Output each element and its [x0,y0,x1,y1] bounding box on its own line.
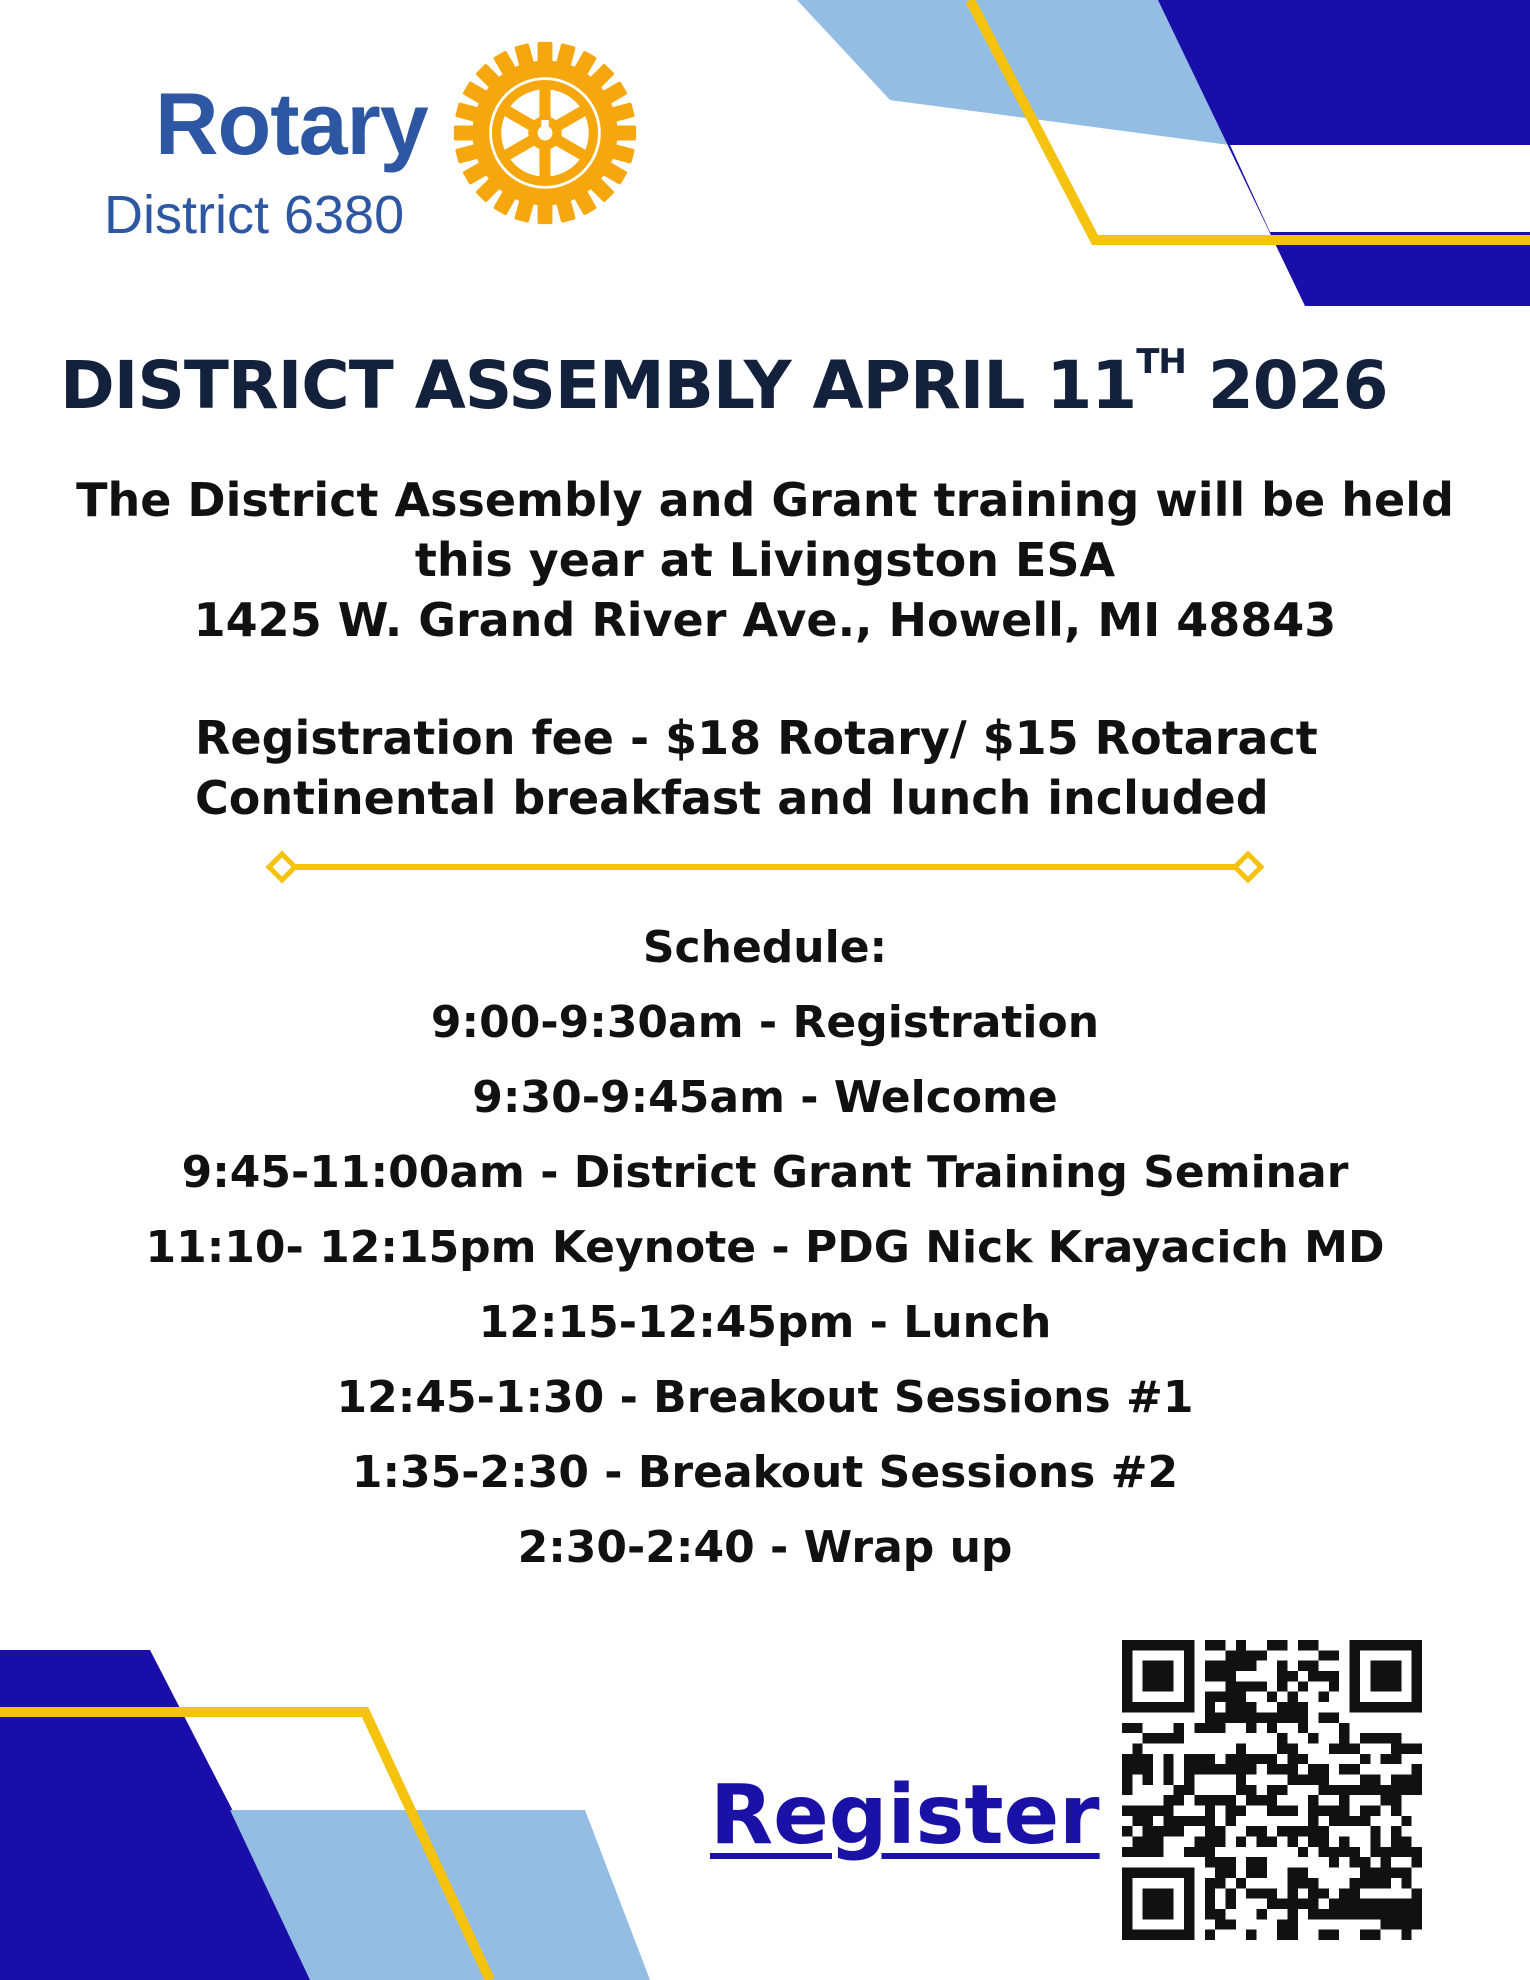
logo-district: District 6380 [104,185,405,245]
fee-line: Registration fee - $18 Rotary/ $15 Rotaract [195,711,1318,765]
schedule-item: 12:45-1:30 - Breakout Sessions #1 [336,1372,1194,1423]
intro-line: this year at Livingston ESA [414,533,1116,587]
headline-text: DISTRICT ASSEMBLY APRIL 11 [60,347,1137,424]
page-title [60,342,1460,424]
schedule-item: 9:45-11:00am - District Grant Training Seminar [181,1147,1349,1198]
schedule-heading: Schedule: [642,922,888,973]
gold-divider [265,850,1265,884]
intro-line: The District Assembly and Grant training will be held [76,473,1454,527]
schedule-item: 2:30-2:40 - Wrap up [517,1522,1013,1573]
intro-text [30,470,1500,650]
fee-line: Continental breakfast and lunch included [195,771,1269,825]
register-link[interactable]: Register [710,1768,1100,1863]
headline-superscript: TH [1136,342,1186,382]
schedule-item: 12:15-12:45pm - Lunch [478,1297,1052,1348]
qr-code-icon[interactable] [1122,1640,1422,1940]
schedule-item: 9:00-9:30am - Registration [430,997,1100,1048]
logo-wordmark: Rotary [155,74,428,173]
rotary-wheel-icon [452,40,638,226]
schedule-item: 9:30-9:45am - Welcome [472,1072,1058,1123]
top-white-cut [1230,145,1530,232]
schedule [30,910,1500,1585]
headline-year: 2026 [1185,347,1388,424]
intro-address: 1425 W. Grand River Ave., Howell, MI 48843 [193,593,1337,647]
schedule-item: 11:10- 12:15pm Keynote - PDG Nick Krayacich MD [145,1222,1385,1273]
fee-text [195,708,1395,828]
schedule-item: 1:35-2:30 - Breakout Sessions #2 [351,1447,1179,1498]
